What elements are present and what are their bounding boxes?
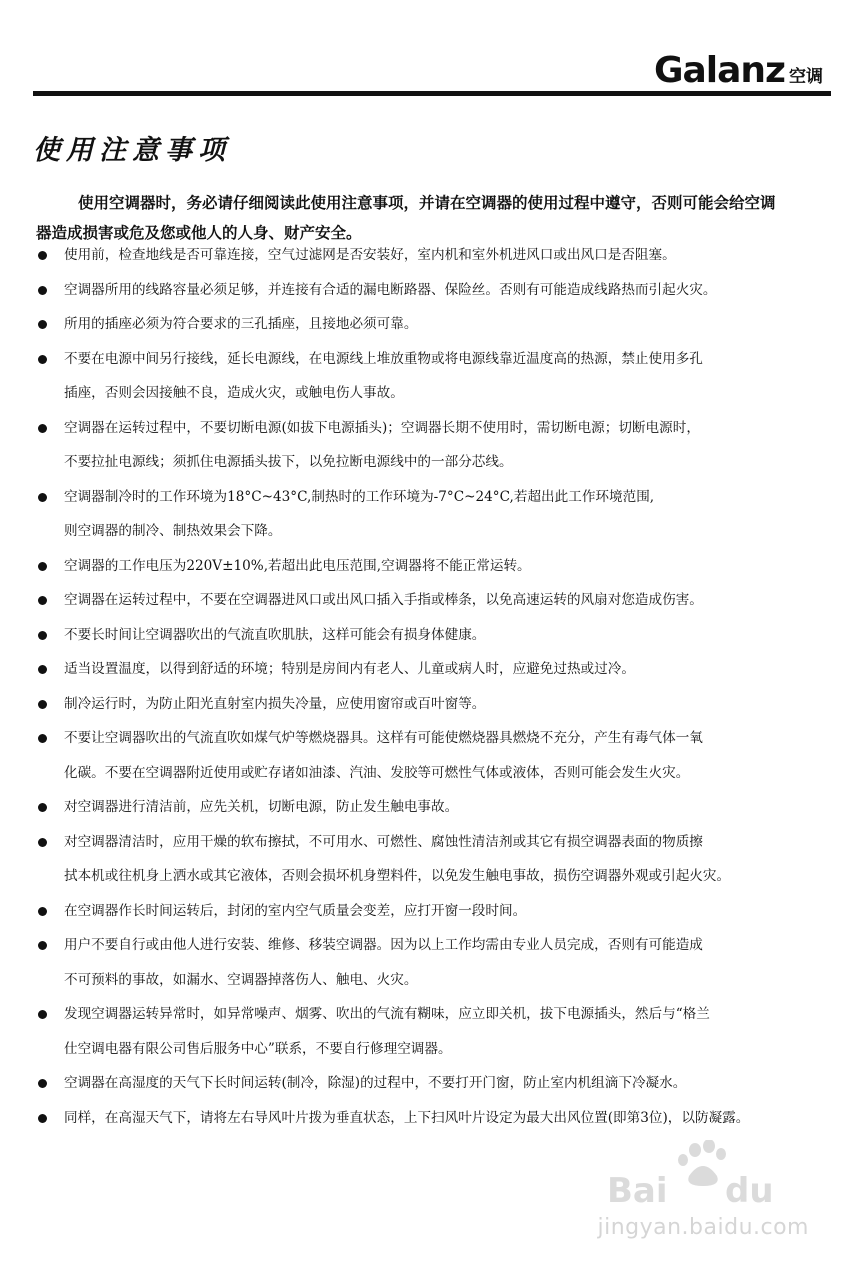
svg-text:du: du: [725, 1171, 774, 1210]
note-line: 适当设置温度，以得到舒适的环境；特别是房间内有老人、儿童或病人时，应避免过热或过冷。: [64, 661, 635, 677]
note-item: [0, 238, 853, 273]
note-item: [0, 583, 853, 618]
bullet-icon: [38, 700, 47, 709]
bullet-icon: [38, 803, 47, 812]
page-title: 使用注意事项: [33, 135, 231, 166]
note-line: 仕空调电器有限公司售后服务中心”联系，不要自行修理空调器。: [64, 1040, 452, 1057]
note-line: 发现空调器运转异常时，如异常噪声、烟雾、吹出的气流有糊味，应立即关机，拔下电源插头，然后与“格兰: [64, 1006, 710, 1022]
note-line: 空调器的工作电压为220V±10%,若超出此电压范围,空调器将不能正常运转。: [64, 557, 531, 574]
bullet-icon: [38, 424, 47, 433]
note-line: 不要拉扯电源线；须抓住电源插头拔下，以免拉断电源线中的一部分芯线。: [64, 454, 513, 470]
bullet-icon: [38, 941, 47, 950]
note-line: 所用的插座必须为符合要求的三孔插座，且接地必须可靠。: [64, 316, 418, 332]
note-item: [0, 790, 853, 825]
bullet-icon: [38, 251, 47, 260]
note-line: 化碳。不要在空调器附近使用或贮存诸如油漆、汽油、发胶等可燃性气体或液体，否则可能会发生火灾。: [64, 764, 690, 781]
note-line: 插座，否则会因接触不良，造成火灾，或触电伤人事故。: [64, 385, 404, 401]
note-item: [0, 480, 853, 549]
note-item: [0, 411, 853, 480]
note-item: [0, 928, 853, 997]
note-item: [0, 549, 853, 584]
note-item: [0, 825, 853, 894]
note-line: 不要在电源中间另行接线，延长电源线，在电源线上堆放重物或将电源线靠近温度高的热源，禁止使用多孔: [64, 350, 703, 367]
bullet-icon: [38, 286, 47, 295]
bullet-icon: [38, 665, 47, 674]
note-line: 使用前，检查地线是否可靠连接，空气过滤网是否安装好，室内机和室外机进风口或出风口是否阻塞。: [64, 247, 676, 263]
note-item: [0, 1101, 853, 1136]
note-line: 在空调器作长时间运转后，封闭的室内空气质量会变差，应打开窗一段时间。: [64, 902, 527, 919]
note-item: [0, 721, 853, 790]
note-item: [0, 894, 853, 929]
bullet-icon: [38, 838, 47, 847]
bullet-icon: [38, 355, 47, 364]
note-line: 拭本机或往机身上洒水或其它液体，否则会损坏机身塑料件，以免发生触电事故，损伤空调器外观或引起火灾。: [64, 868, 731, 884]
watermark-site: jingyan.baidu.com: [597, 1215, 809, 1240]
bullet-icon: [38, 734, 47, 743]
note-line: 不要让空调器吹出的气流直吹如煤气炉等燃烧器具。这样有可能使燃烧器具燃烧不充分，产生有毒气体一氧: [64, 730, 703, 746]
note-line: 对空调器进行清洁前，应先关机，切断电源，防止发生触电事故。: [64, 799, 459, 815]
note-line: 不要长时间让空调器吹出的气流直吹肌肤，这样可能会有损身体健康。: [64, 626, 486, 643]
bullet-icon: [38, 631, 47, 640]
baidu-jingyan-logo: [603, 1140, 813, 1210]
note-line: 用户不要自行或由他人进行安装、维修、移装空调器。因为以上工作均需由专业人员完成，否则有可能造成: [64, 937, 703, 953]
intro-paragraph: 使用空调器时，务必请仔细阅读此使用注意事项，并请在空调器的使用过程中遵守，否则可能会给空调器造成损害或危及您或他人的人身、财产安全。: [36, 194, 776, 242]
note-item: [0, 342, 853, 411]
note-line: 对空调器清洁时，应用干燥的软布擦拭，不可用水、可燃性、腐蚀性清洁剂或其它有损空调器表面的物质擦: [64, 833, 703, 850]
bullet-icon: [38, 907, 47, 916]
note-line: 不可预料的事故，如漏水、空调器掉落伤人、触电、火灾。: [64, 971, 418, 988]
bullet-icon: [38, 1114, 47, 1123]
header-rule: [33, 91, 831, 96]
note-item: [0, 273, 853, 308]
note-line: 空调器所用的线路容量必须足够，并连接有合适的漏电断路器、保险丝。否则有可能造成线路热而引起火灾。: [64, 281, 717, 298]
note-line: 同样，在高湿天气下，请将左右导风叶片拨为垂直状态，上下扫风叶片设定为最大出风位置(即第3位)，以防凝露。: [64, 1109, 750, 1126]
note-item: [0, 307, 853, 342]
note-line: 空调器在运转过程中，不要在空调器进风口或出风口插入手指或棒条，以免高速运转的风扇对您造成伤害。: [64, 592, 703, 608]
bullet-icon: [38, 320, 47, 329]
note-line: 空调器在高湿度的天气下长时间运转(制冷，除湿)的过程中，不要打开门窗，防止室内机组滴下冷凝水。: [64, 1075, 687, 1091]
bullet-icon: [38, 596, 47, 605]
note-line: 空调器在运转过程中，不要切断电源(如拔下电源插头)；空调器长期不使用时，需切断电源；切断电源时，: [64, 419, 700, 436]
brand-logo: [654, 50, 823, 91]
note-item: [0, 997, 853, 1066]
note-item: [0, 1066, 853, 1101]
svg-text:Bai: Bai: [607, 1171, 668, 1210]
watermark: [597, 1140, 813, 1240]
notes-list: [0, 238, 853, 1135]
note-line: 制冷运行时，为防止阳光直射室内损失冷量，应使用窗帘或百叶窗等。: [64, 695, 486, 712]
note-line: 空调器制冷时的工作环境为18°C~43°C,制热时的工作环境为-7°C~24°C,若超出此工作环境范围,: [64, 488, 655, 505]
bullet-icon: [38, 562, 47, 571]
note-item: [0, 652, 853, 687]
bullet-icon: [38, 1010, 47, 1019]
note-item: [0, 618, 853, 653]
note-item: [0, 687, 853, 722]
bullet-icon: [38, 493, 47, 502]
brand-name: Galanz: [653, 50, 785, 91]
brand-subtitle: 空调: [789, 67, 823, 87]
bullet-icon: [38, 1079, 47, 1088]
note-line: 则空调器的制冷、制热效果会下降。: [64, 523, 282, 539]
